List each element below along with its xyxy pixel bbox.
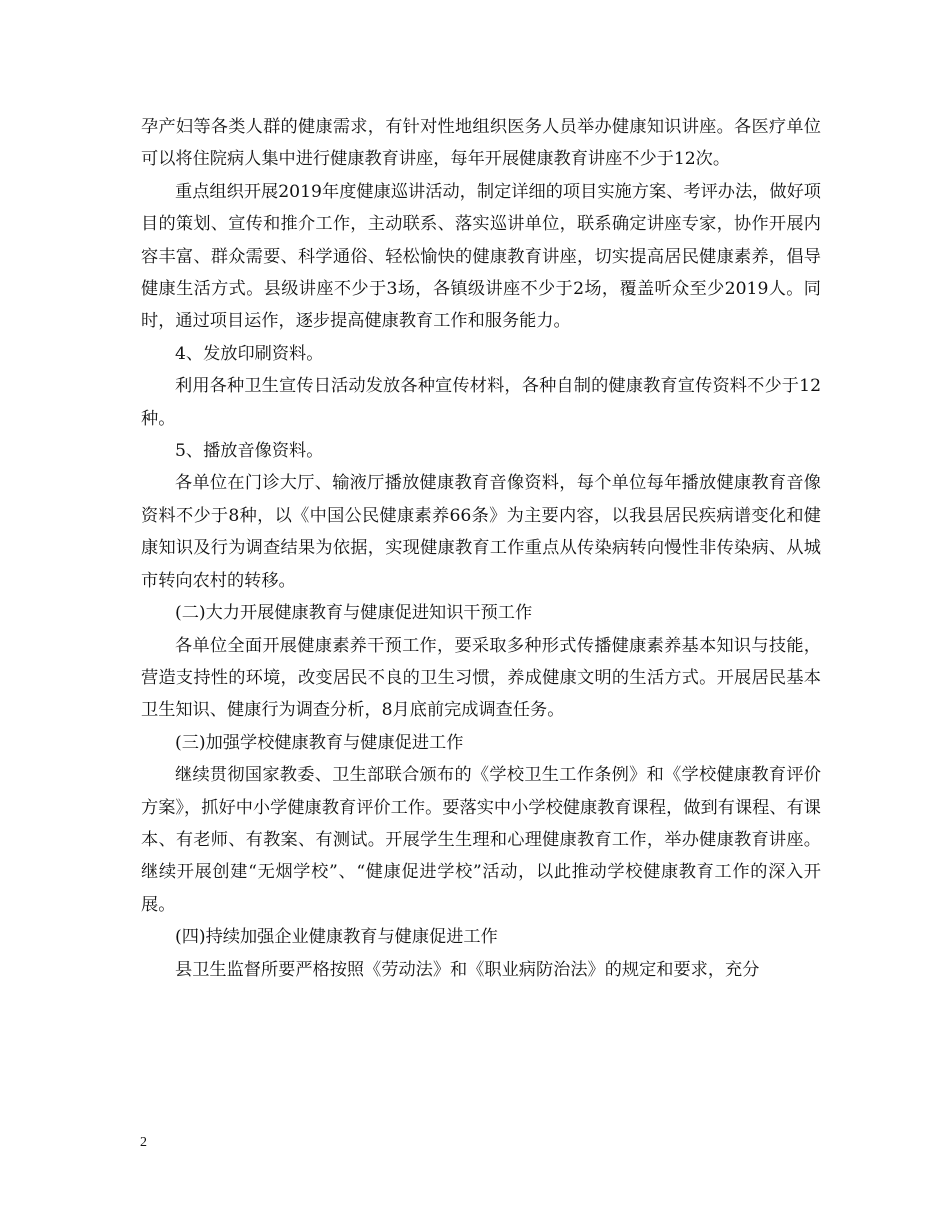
section-heading-4: 4、发放印刷资料。: [175, 343, 324, 364]
page-number: 2: [140, 1135, 147, 1150]
paragraph-4: 各单位在门诊大厅、输液厅播放健康教育音像资料，每个单位每年播放健康教育音像资料不少于8种，以《中国公民健康素养66条》为主要内容，以我县居民疾病谱变化和健康知识及行为调查结果为依据，实现健康教育工作重点从传染病转向慢性非传染病、从城市转向农村的转移。: [141, 473, 821, 591]
paragraph-7: 县卫生监督所要严格按照《劳动法》和《职业病防治法》的规定和要求，充分: [175, 959, 760, 980]
section-heading-4-enterprise: (四)持续加强企业健康教育与健康促进工作: [175, 927, 498, 948]
document-body: [141, 111, 821, 986]
paragraph-3: 利用各种卫生宣传日活动发放各种宣传材料，各种自制的健康教育宣传资料不少于12种。: [141, 376, 821, 429]
paragraph-5: 各单位全面开展健康素养干预工作，要采取多种形式传播健康素养基本知识与技能，营造支持性的环境，改变居民不良的卫生习惯，养成健康文明的生活方式。开展居民基本卫生知识、健康行为调查分析，8月底前完成调查任务。: [141, 635, 821, 721]
paragraph-1: 孕产妇等各类人群的健康需求，有针对性地组织医务人员举办健康知识讲座。各医疗单位可以将住院病人集中进行健康教育讲座，每年开展健康教育讲座不少于12次。: [141, 117, 821, 170]
section-heading-2: (二)大力开展健康教育与健康促进知识干预工作: [175, 603, 533, 624]
section-heading-5: 5、播放音像资料。: [175, 441, 324, 462]
section-heading-3: (三)加强学校健康教育与健康促进工作: [175, 732, 464, 753]
paragraph-6: 继续贯彻国家教委、卫生部联合颁布的《学校卫生工作条例》和《学校健康教育评价方案》，抓好中小学健康教育评价工作。要落实中小学校健康教育课程，做到有课程、有课本、有老师、有教案、有测试。开展学生生理和心理健康教育工作，举办健康教育讲座。继续开展创建“无烟学校”、“健康促进学校”活动，以此推动学校健康教育工作的深入开展。: [141, 765, 821, 915]
paragraph-2: 重点组织开展2019年度健康巡讲活动，制定详细的项目实施方案、考评办法，做好项目的策划、宣传和推介工作，主动联系、落实巡讲单位，联系确定讲座专家，协作开展内容丰富、群众需要、科学通俗、轻松愉快的健康教育讲座，切实提高居民健康素养，倡导健康生活方式。县级讲座不少于3场，各镇级讲座不少于2场，覆盖听众至少2019人。同时，通过项目运作，逐步提高健康教育工作和服务能力。: [141, 181, 821, 332]
